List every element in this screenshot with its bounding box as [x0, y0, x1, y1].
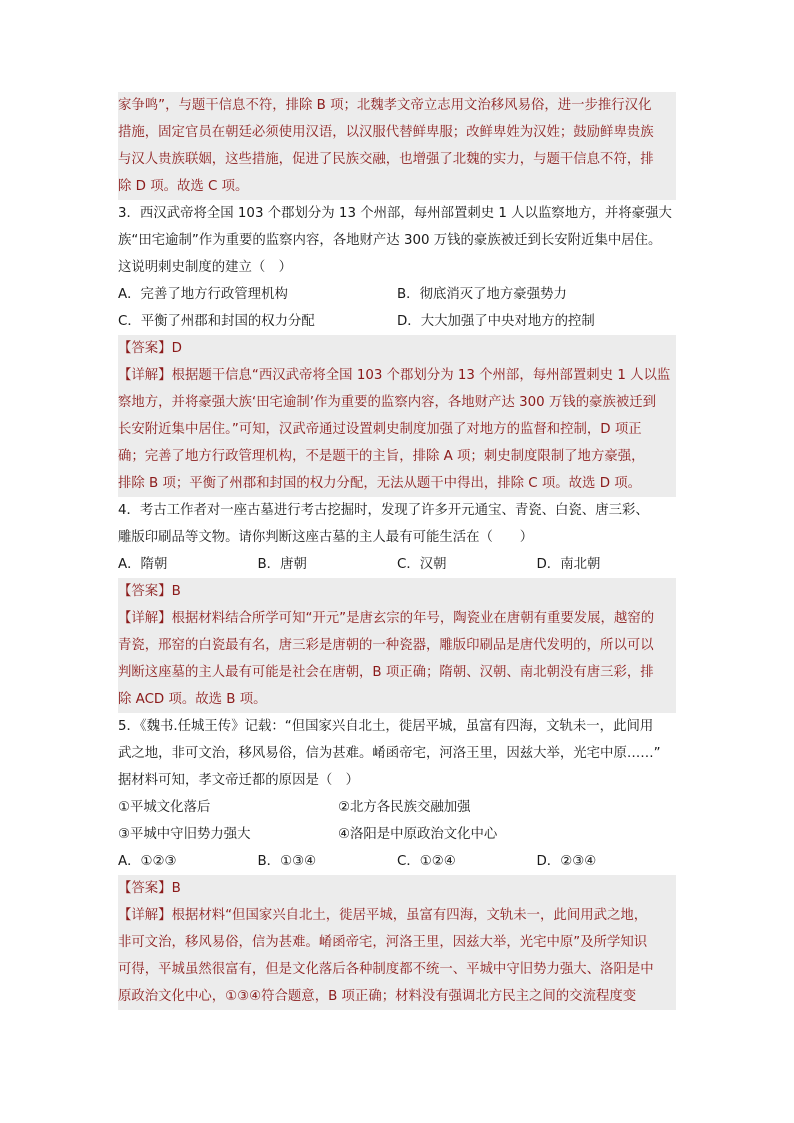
answer-tag: 【答案】: [118, 881, 172, 896]
answer-value: B: [171, 881, 181, 896]
q5-options-row: [118, 848, 676, 875]
q5-detail-line: 可得，平城虽然很富有，但是文化落后各种制度都不统一、平城中守旧势力强大、洛阳是中: [118, 956, 676, 983]
detail-text: 根据材料“但国家兴自北土，徙居平城，虽富有四海，文轨未一，此间用武之地，: [171, 908, 648, 923]
q5-statement-4: ④洛阳是中原政治文化中心: [338, 827, 498, 842]
answer-value: D: [171, 341, 182, 356]
q4-stem-line: 4．考古工作者对一座古墓进行考古挖掘时，发现了许多开元通宝、青瓷、白瓷、唐三彩、: [118, 503, 649, 518]
q5-statements-row: [118, 821, 676, 848]
q5-detail-line: 原政治文化中心，①③④符合题意，B 项正确；材料没有强调北方民主之间的交流程度变: [118, 983, 676, 1010]
answer-tag: 【答案】: [118, 341, 172, 356]
q3-option-c: C．平衡了州郡和封国的权力分配: [118, 314, 315, 329]
q3-detail-line: 察地方，并将豪强大族‘田宅逾制’作为重要的监察内容，各地财产达 300 万钱的豪族被迁到: [118, 389, 676, 416]
q3-detail-line: [118, 362, 676, 389]
detail-text: 根据题干信息“西汉武帝将全国 103 个郡划分为 13 个州部，每州部置刺史 1 人以监: [171, 368, 671, 383]
q3-option-a: A．完善了地方行政管理机构: [118, 287, 288, 302]
q3-stem-line: 这说明刺史制度的建立（ ）: [118, 260, 293, 275]
q4-options-row: [118, 551, 676, 578]
q4-option-d: D．南北朝: [536, 557, 601, 572]
q3-stem-line: 族“田宅逾制”作为重要的监察内容，各地财产达 300 万钱的豪族被迁到长安附近集中居住。: [118, 233, 662, 248]
answer-tag: 【答案】: [118, 584, 172, 599]
q5-stem-line: 5．《魏书.任城王传》记载：“但国家兴自北土，徙居平城，虽富有四海，文轨未一，此间用: [118, 719, 654, 734]
detail-text: 根据材料结合所学可知“开元”是唐玄宗的年号，陶瓷业在唐朝有重要发展，越窑的: [171, 611, 655, 626]
q4-detail-line: [118, 605, 676, 632]
q3-options-row: [118, 281, 676, 308]
q3-detail-line: 确；完善了地方行政管理机构，不是题干的主旨，排除 A 项；刺史制度限制了地方豪强，: [118, 443, 676, 470]
page-content: [118, 92, 676, 1010]
q4-option-a: A．隋朝: [118, 557, 168, 572]
answer-value: B: [171, 584, 181, 599]
q4-detail-line: 除 ACD 项。故选 B 项。: [118, 686, 676, 713]
q4-detail-line: 青瓷，邢窑的白瓷最有名，唐三彩是唐朝的一种瓷器，雕版印刷品是唐代发明的，所以可以: [118, 632, 676, 659]
explanation-line: 措施，固定官员在朝廷必须使用汉语，以汉服代替鲜卑服；改鲜卑姓为汉姓；鼓励鲜卑贵族: [118, 119, 676, 146]
q3-option-d: D．大大加强了中央对地方的控制: [397, 314, 595, 329]
q5-option-d: D．②③④: [536, 854, 597, 869]
explanation-line: 与汉人贵族联姻，这些措施，促进了民族交融，也增强了北魏的实力，与题干信息不符，排: [118, 146, 676, 173]
q4-detail-line: 判断这座墓的主人最有可能是社会在唐朝，B 项正确；隋朝、汉朝、南北朝没有唐三彩，排: [118, 659, 676, 686]
q5-stem-line: 据材料可知，孝文帝迁都的原因是（ ）: [118, 773, 360, 788]
q5-option-c: C．①②④: [397, 854, 456, 869]
q3-stem-line: 3．西汉武帝将全国 103 个郡划分为 13 个州部，每州部置刺史 1 人以监察地方，并将豪强大: [118, 206, 672, 221]
explanation-line: 除 D 项。故选 C 项。: [118, 173, 676, 200]
detail-tag: 【详解】: [118, 908, 172, 923]
q3-detail-line: 长安附近集中居住。”可知，汉武帝通过设置刺史制度加强了对地方的监督和控制，D 项正: [118, 416, 676, 443]
detail-tag: 【详解】: [118, 368, 172, 383]
q5-detail-line: [118, 902, 676, 929]
q3-options-row: [118, 308, 676, 335]
q5-detail-line: 非可文治，移风易俗，信为甚难。崤函帝宅，河洛王里，因兹大举，光宅中原”及所学知识: [118, 929, 676, 956]
q3-option-b: B．彻底消灭了地方豪强势力: [397, 287, 567, 302]
q4-stem-line: 雕版印刷品等文物。请你判断这座古墓的主人最有可能生活在（ ）: [118, 530, 534, 545]
q5-option-b: B．①③④: [257, 854, 317, 869]
q5-stem-line: 武之地，非可文治，移风易俗，信为甚难。崤函帝宅，河洛王里，因兹大举，光宅中原……”: [118, 746, 661, 761]
q5-statements-row: [118, 794, 676, 821]
q5-answer: [118, 875, 676, 902]
q5-statement-1: ①平城文化落后: [118, 800, 211, 815]
q4-option-c: C．汉朝: [397, 557, 447, 572]
detail-tag: 【详解】: [118, 611, 172, 626]
q5-option-a: A．①②③: [118, 854, 177, 869]
q4-answer: [118, 578, 676, 605]
q4-option-b: B．唐朝: [257, 557, 307, 572]
q3-answer: [118, 335, 676, 362]
q5-statement-2: ②北方各民族交融加强: [338, 800, 471, 815]
q3-detail-line: 排除 B 项；平衡了州郡和封国的权力分配，无法从题干中得出，排除 C 项。故选 D 项。: [118, 470, 676, 497]
q5-statement-3: ③平城中守旧势力强大: [118, 827, 251, 842]
explanation-line: 家争鸣”，与题干信息不符，排除 B 项；北魏孝文帝立志用文治移风易俗，进一步推行汉化: [118, 92, 676, 119]
